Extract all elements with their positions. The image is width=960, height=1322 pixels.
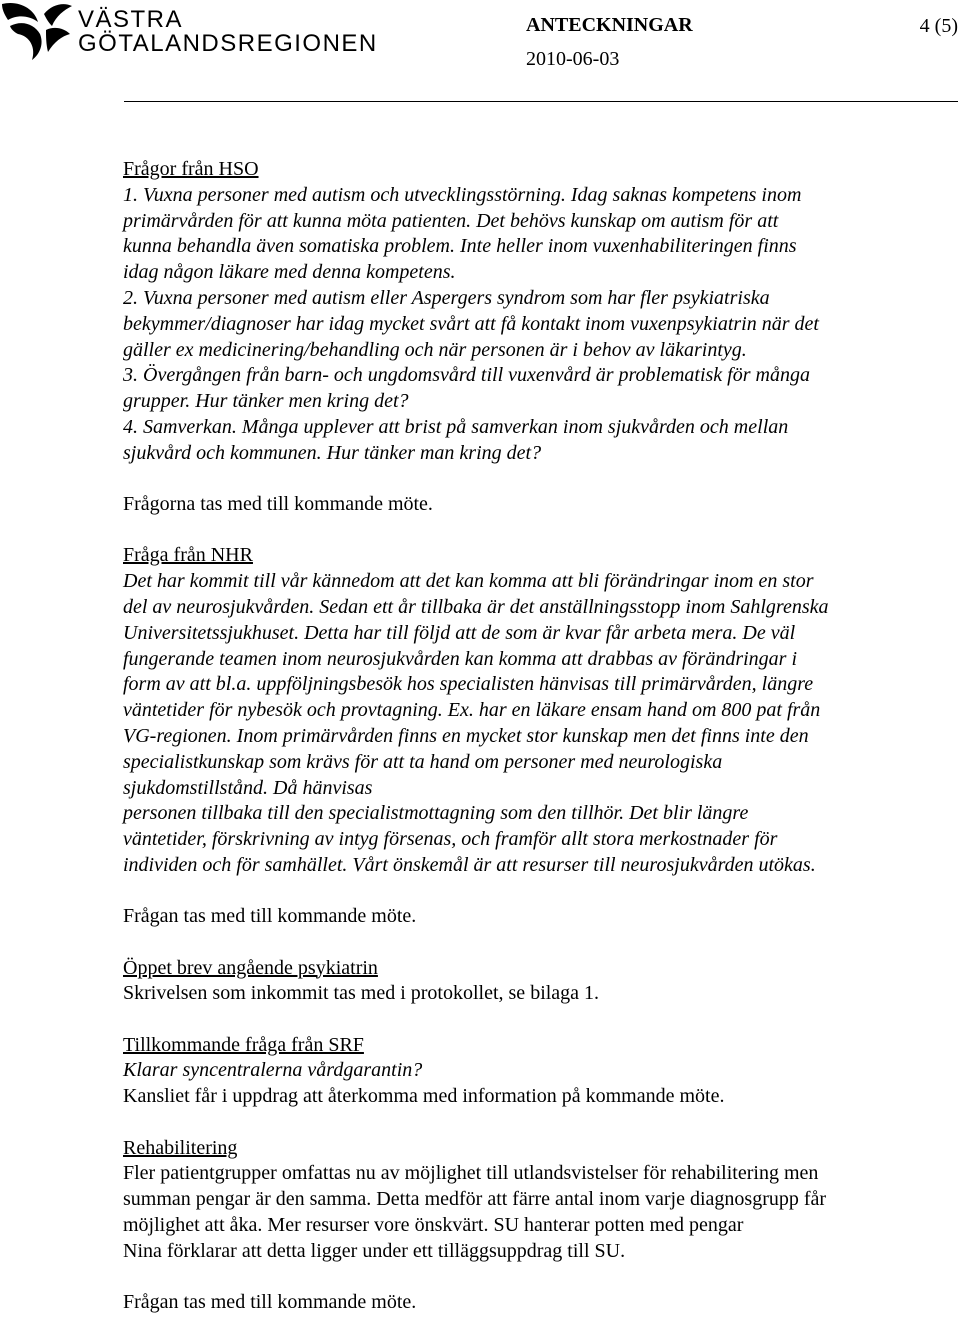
section-hso [123,157,953,518]
section-psykiatri [123,956,953,1008]
nhr-line: VG-regionen. Inom primärvården finns en mycket stor kunskap men det finns inte den [123,724,809,747]
section-heading-nhr: Fråga från NHR [123,544,253,567]
document-title: ANTECKNINGAR [526,14,693,36]
srf-text: Kansliet får i uppdrag att återkomma med information på kommande möte. [123,1085,725,1108]
hso-line: idag någon läkare med denna kompetens. [123,261,456,284]
nhr-line: form av att bl.a. uppföljningsbesök hos specialisten hänvisas till primärvården, längre [123,673,814,696]
section-rehabilitering [123,1136,953,1316]
hso-line: sjukvård och kommunen. Hur tänker man kring det? [123,441,542,464]
nhr-line: väntetider, förskrivning av intyg försenas, och framför allt stora merkostnader för [123,828,778,851]
hso-line: 4. Samverkan. Många upplever att brist på samverkan inom sjukvården och mellan [123,415,789,438]
document-date: 2010-06-03 [526,48,620,70]
nhr-line: fungerande teamen inom neurosjukvården kan komma att drabbas av förändringar i [123,647,797,670]
hso-line: 3. Övergången från barn- och ungdomsvård till vuxenvård är problematisk för många [123,364,810,387]
vgr-logo [0,0,378,70]
nhr-line: del av neurosjukvården. Sedan ett år tillbaka är det anställningsstopp inom Sahlgrenska [123,595,829,618]
section-heading-hso: Frågor från HSO [123,158,259,180]
hso-line: gäller ex medicinering/behandling och när personen är i behov av läkarintyg. [123,338,747,361]
hso-line: bekymmer/diagnoser har idag mycket svårt att få kontakt inom vuxenpsykiatrin när det [123,312,819,335]
nhr-line: personen tillbaka till den specialistmottagning som den tillhör. Det blir längre [123,802,749,825]
document-body [123,157,953,1316]
header-divider [124,101,958,102]
section-heading-srf: Tillkommande fråga från SRF [123,1033,364,1056]
nhr-line: specialistkunskap som krävs för att ta hand om personer med neurologiska [123,750,723,773]
nhr-line: sjukdomstillstånd. Då hänvisas [123,776,373,799]
vgr-emblem-icon [0,0,74,62]
logo-text-line2: GÖTALANDSREGIONEN [78,30,378,57]
hso-line: grupper. Hur tänker men kring det? [123,390,409,413]
hso-line: 1. Vuxna personer med autism och utvecklingsstörning. Idag saknas kompetens inom [123,183,802,206]
rehab-line: möjlighet att åka. Mer resurser vore önskvärt. SU hanterar potten med pengar [123,1213,744,1236]
rehab-conclusion: Frågan tas med till kommande möte. [123,1290,417,1313]
section-heading-psykiatri: Öppet brev angående psykiatrin [123,956,378,979]
nhr-line: Det har kommit till vår kännedom att det kan komma att bli förändringar inom en stor [123,570,814,593]
nhr-line: individen och för samhället. Vårt önskemål är att resurser till neurosjukvården utökas. [123,853,816,876]
hso-line: primärvården för att kunna möta patienten. Det behövs kunskap om autism för att [123,209,779,232]
nhr-line: väntetider för nybesök och provtagning. Ex. har en läkare ensam hand om 800 pat från [123,699,821,722]
srf-question: Klarar syncentralerna vårdgarantin? [123,1059,423,1082]
rehab-line: Fler patientgrupper omfattas nu av möjlighet till utlandsvistelser för rehabilitering men [123,1162,819,1185]
nhr-line: Universitetssjukhuset. Detta har till följd att de som är kvar får arbeta mera. De väl [123,621,796,644]
section-heading-rehabilitering: Rehabilitering [123,1136,238,1159]
rehab-line: summan pengar är den samma. Detta medför att färre antal inom varje diagnosgrupp får [123,1188,827,1211]
section-srf [123,1033,953,1110]
rehab-line: Nina förklarar att detta ligger under ett tilläggsuppdrag till SU. [123,1239,626,1262]
hso-line: kunna behandla även somatiska problem. Inte heller inom vuxenhabiliteringen finns [123,235,797,258]
nhr-conclusion: Frågan tas med till kommande möte. [123,905,417,928]
hso-line: 2. Vuxna personer med autism eller Aspergers syndrom som har fler psykiatriska [123,286,770,309]
page-number: 4 (5) [919,15,958,37]
section-nhr [123,543,953,930]
hso-conclusion: Frågorna tas med till kommande möte. [123,493,433,516]
logo-text-line1: VÄSTRA [78,6,184,33]
psykiatri-text: Skrivelsen som inkommit tas med i protokollet, se bilaga 1. [123,982,600,1005]
